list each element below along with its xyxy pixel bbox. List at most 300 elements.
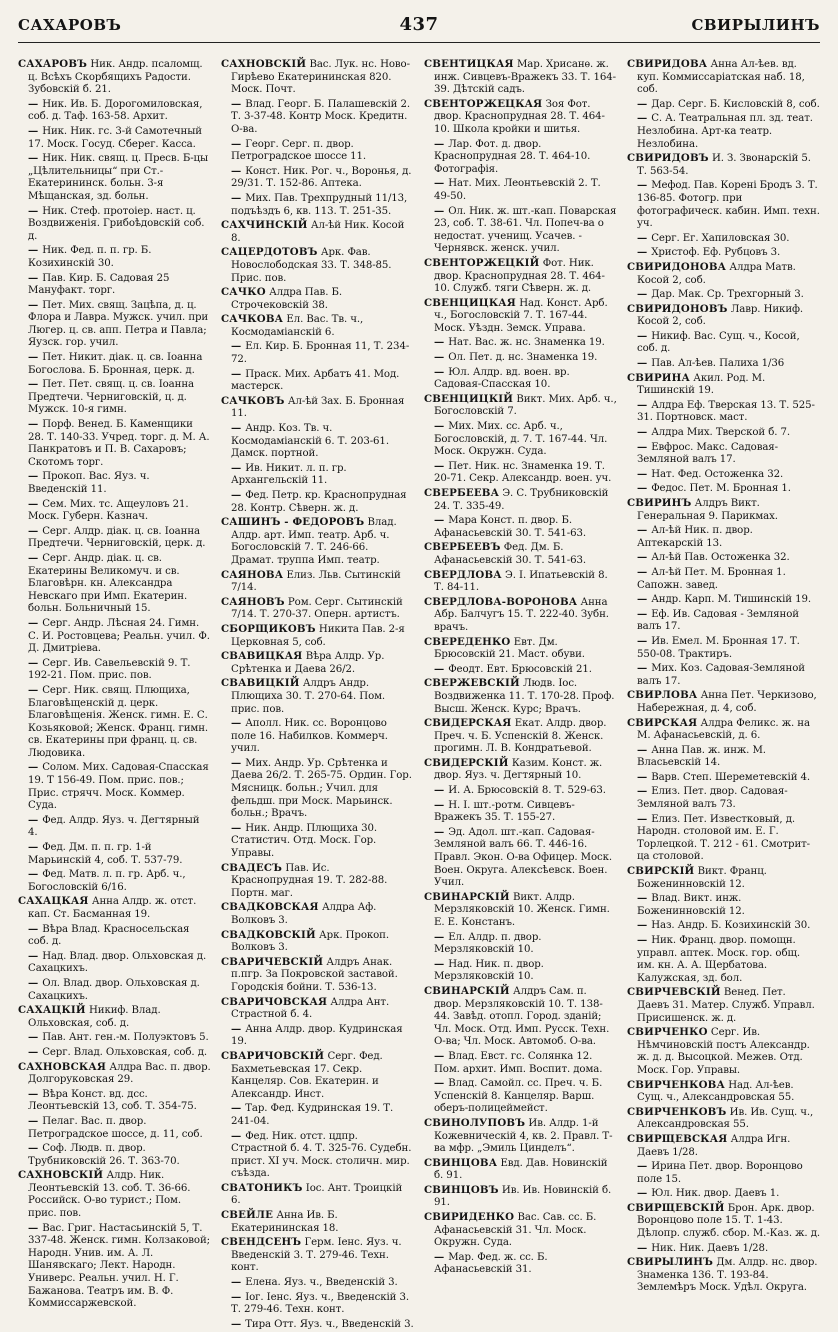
entry-text: Алдра Ант. Страстной б. 4. [231,996,390,1021]
ditto-dash: — [28,124,39,137]
entry-text: Ник. Ник. гс. 3-й Самотечный 17. Моск. Госуд. Сберег. Касса. [28,125,202,150]
directory-subentry [627,288,820,302]
surname: САХАЦКІЙ [18,1004,86,1017]
directory-subentry [627,357,820,371]
ditto-dash: — [434,957,445,970]
surname: СВИНОЛУПОВЪ [424,1116,526,1129]
ditto-dash: — [28,922,39,935]
entry-text: Нат. Фед. Остоженка 32. [651,468,784,480]
entry-text: Дар. Мак. Ср. Трехгорный 3. [651,289,804,301]
entry-text: Э. І. Ипатьевскій 8. Т. 84-11. [434,569,608,594]
entry-text: Евт. Дм. Брюсовскій 21. Маст. обуви. [434,636,585,661]
entry-text: Елена. Яуз. ч., Введенскій 3. [245,1277,398,1289]
entry-text: Серг. Андр. діак. ц. св. Екатерины Великомуч. и св. Благовѣрн. кн. Александра Невскаго при Имп. Екатерин. больн. Больничный 15. [28,552,188,615]
directory-subentry [221,1291,414,1317]
surname: СВИРИДОНОВА [627,260,727,273]
ditto-dash: — [637,934,648,946]
surname: САШИНЪ - ФЕДОРОВЪ [221,516,365,529]
directory-subentry [627,330,820,356]
entry-text: Дм. Алдр. нс. двор. Знаменка 136. Т. 193-84. Землемѣръ Моск. Удѣл. Округа. [637,1257,818,1294]
directory-entry [221,596,414,622]
entry-text: Ол. Влад. двор. Ольховская д. Сахацкихъ. [28,977,200,1002]
entry-text: Екат. Алдр. двор. Преч. ч. Б. Успенскій 8. Женск. прогимн. Л. В. Кондратьевой. [434,718,607,755]
directory-entry [221,286,414,312]
entry-text: Фед. Алдр. Яуз. ч. Дегтярный 4. [28,814,200,839]
directory-entry [424,636,617,662]
ditto-dash: — [28,97,39,110]
surname: САХНОВСКАЯ [18,1060,107,1073]
entry-text: Алдра Аф. Волковъ 3. [231,902,377,926]
entry-text: Герм. Іенс. Яуз. ч. Введенскій 3. Т. 279-46. Техн. конт. [231,1237,402,1274]
entry-text: Федос. Пет. М. Бронная 1. [651,483,791,495]
entry-text: Влад. Самойл. сс. Преч. ч. Б. Успенскій 8. Канцеляр. Варш. оберъ-полицеймейст. [434,1078,603,1115]
entry-text: Пелаг. Вас. п. двор. Петроградское шоссе, д. 11, соб. [28,1115,203,1140]
directory-subentry [18,657,211,683]
entry-text: Серг. Ив. Савельевскій 9. Т. 192-21. Пом. прис. пов. [28,657,191,682]
entry-text: Христоф. Еф. Рубцовъ 3. [651,247,781,259]
entry-text: Мефод. Пав. Корені Бродъ 3. Т. 136-85. Фотогр. при фотографическ. кабин. Имп. техн. уч. [637,180,820,230]
directory-entry [627,372,820,398]
entry-text: Алдра Игн. Даевъ 1/28. [637,1133,791,1158]
directory-subentry [627,593,820,607]
entry-text: Сем. Мих. тс. Ащеуловъ 21. Моск. Губерн. Казнач. [28,498,189,523]
entry-text: Анна Ал-ѣев. вд. куп. Коммиссаріатская наб. 18, соб. [637,59,805,96]
ditto-dash: — [231,367,242,380]
directory-subentry [221,717,414,756]
ditto-dash: — [434,351,445,364]
page-number: 437 [399,14,439,35]
surname: СВИДЕРСКАЯ [424,717,512,730]
directory-subentry [627,426,820,440]
directory-columns [18,58,821,1330]
entry-text: Анна Алдр. двор. Кудринская 19. [231,1023,403,1048]
directory-entry [18,1004,211,1030]
directory-entry [627,1026,820,1077]
entry-text: Никита Пав. 2-я Церковная 5, соб. [231,623,405,648]
ditto-dash: — [637,812,648,825]
surname: СВИНАРСКІЙ [424,890,510,903]
entry-text: Ник. Ник. Даевъ 1/28. [651,1242,769,1254]
directory-entry [627,261,820,287]
directory-entry [18,895,211,921]
directory-entry [627,152,820,178]
directory-subentry [18,98,211,124]
surname: СВАВИЦКІЙ [221,677,300,690]
directory-entry [221,58,414,97]
entry-text: Ник. Андр. Плющиха 30. Статистич. Отд. Моск. Гор. Управы. [231,822,378,860]
directory-entry [221,996,414,1022]
ditto-dash: — [434,825,445,838]
entry-text: Вас. Сав. сс. Б. Афанасьевскій 31. Чл. Моск. Окружн. Суда. [434,1212,597,1249]
ditto-dash: — [28,976,39,989]
ditto-dash: — [637,231,648,244]
directory-subentry [627,635,820,661]
directory-entry [221,1209,414,1235]
ditto-dash: — [637,785,648,798]
directory-entry [627,1079,820,1105]
entry-text: Зоя Фот. двор. Краснопрудная 28. Т. 464-10. Школа кройки и шитья. [434,98,605,135]
directory-entry [221,677,414,716]
directory-subentry [424,931,617,957]
ditto-dash: — [637,892,648,905]
entry-text: Ник. Фед. п. п. гр. Б. Козихинскій 30. [28,245,152,269]
entry-text: Пав. Кир. Б. Садовая 25 Мануфакт. торг. [28,272,170,297]
entry-text: Ив. Ив. Новинскій б. 91. [434,1184,612,1209]
surname: СВАРИЧЕВСКІЙ [221,955,324,968]
entry-text: Пет. Мих. свящ. Зацѣпа, д. ц. Флора и Лавра. Мужск. учил. при Люгер. ц. св. апп. Петра и Павла; Яузск. гор. учил. [28,299,209,349]
directory-entry [627,689,820,715]
ditto-dash: — [28,1221,39,1234]
directory-subentry [424,177,617,203]
directory-subentry [18,125,211,151]
ditto-dash: — [434,459,445,472]
directory-subentry [627,1160,820,1186]
surname: СВЕРБЕЕВЪ [424,541,501,554]
entry-text: Э. С. Трубниковскій 24. Т. 335-49. [434,488,609,512]
directory-subentry [221,165,414,191]
directory-subentry [627,1187,820,1201]
entry-text: Викт. Мих. Арб. ч., Богословскій 7. [434,393,617,418]
ditto-dash: — [231,1290,242,1303]
surname: СВИНЦОВА [424,1156,498,1169]
entry-text: Вас. Григ. Настасьинскій 5, Т. 337-48. Женск. гимн. Колзаковой; Народн. Унив. им. А. Л. Шанявскаго; Лект. Народн. Универс. Реальн. учил. Н. Г. Бажанова. Театръ им. В. Ф. Коммиссаржевской. [28,1222,210,1310]
surname: СБОРЩИКОВЪ [221,622,316,635]
surname: СВИРСКІЙ [627,865,695,878]
surname: СВЕРЕДЕНКО [424,635,511,648]
ditto-dash: — [434,514,445,527]
directory-subentry [221,822,414,861]
directory-entry [221,1050,414,1101]
entry-text: Алдръ Викт. Генеральная 9. Парикмах. [637,498,778,522]
directory-entry [221,901,414,927]
directory-entry [627,497,820,523]
surname: СВИРЫЛИНЪ [627,1256,714,1269]
ditto-dash: — [28,298,39,311]
entry-text: Фот. Ник. двор. Краснопрудная 28. Т. 464-10. Служб. тяги Сѣверн. ж. д. [434,257,605,295]
ditto-dash: — [28,271,39,284]
ditto-dash: — [231,340,242,353]
directory-column [424,58,617,1332]
ditto-dash: — [434,336,445,349]
entry-text: Людв. Іос. Воздвиженка 11. Т. 170-28. Проф. Высш. Женск. Курс; Врачъ. [434,678,615,715]
ditto-dash: — [637,1241,648,1254]
entry-text: Анна Пав. ж. инж. М. Власьевскій 14. [637,744,766,769]
directory-entry [221,862,414,901]
entry-text: Алдръ Андр. Плющиха 30. Т. 270-64. Пом. прис. пов. [231,678,386,715]
entry-text: Ив. Алдр. 1-й Кожевническій 4, кв. 2. Правл. Т-ва мфр. „Эмиль Цинделъ“. [434,1117,613,1155]
entry-text: Над. Ал-ѣев. Сущ. ч., Александровская 55. [637,1079,795,1104]
directory-subentry [18,378,211,417]
entry-text: Никиф. Вас. Сущ. ч., Косой, соб. д. [637,330,800,355]
directory-subentry [221,98,414,137]
directory-entry [18,1169,211,1220]
entry-text: Аполл. Ник. сс. Воронцово поле 16. Набилков. Коммерч. учил. [231,718,388,755]
surname: СВАДКОВСКАЯ [221,901,319,914]
entry-text: Лавр. Никиф. Косой 2, соб. [637,303,804,328]
surname: СВИРИДОВЪ [627,152,709,165]
entry-text: Мар. Хрисанѳ. ж. инж. Сивцевъ-Вражекъ 33. Т. 164-39. Дѣтскій садъ. [434,59,616,96]
surname: СВИРИДОВА [627,58,708,70]
ditto-dash: — [28,813,39,826]
surname: СВАВИЦКАЯ [221,650,303,663]
surname: САХНОВСКІЙ [18,1169,104,1182]
directory-entry [424,393,617,419]
entry-text: Казим. Конст. ж. двор. Яуз. ч. Дегтярный 10. [434,757,603,782]
directory-subentry [627,232,820,246]
ditto-dash: — [637,1187,648,1200]
surname: САЧКО [221,286,266,299]
directory-subentry [627,246,820,260]
ditto-dash: — [434,420,445,433]
directory-entry [221,623,414,649]
surname: СВЕРБЕЕВА [424,487,500,499]
entry-text: Анна Ив. Б. Екатерининская 18. [231,1210,339,1234]
surname: СВИРЧЕНКОВЪ [627,1105,727,1118]
directory-column [221,58,414,1332]
entry-text: Мих. Коз. Садовая-Земляной валъ 17. [637,663,805,687]
ditto-dash: — [434,177,445,190]
directory-entry [424,891,617,930]
entry-text: Евд. Дав. Новинскій б. 91. [434,1157,608,1182]
directory-subentry [627,892,820,918]
surname: САЯНОВА [221,568,284,581]
directory-subentry [18,617,211,656]
entry-text: Ал-ѣй Зах. Б. Бронная 11. [231,395,405,420]
entry-text: Ел. Кир. Б. Бронная 11, Т. 234-72. [231,341,410,366]
ditto-dash: — [231,422,242,435]
surname: СВИРЩЕВСКІЙ [627,1201,725,1214]
entry-text: Серг. Ник. свящ. Плющиха, Благовѣщенскій д. церк. Благовѣщенія. Женск. гимн. Е. С. Козьяковой; Женск. Франц. гимн. св. Екатерины при франц. ц. св. Людовика. [28,684,209,759]
entry-text: Вас. Лук. нс. Ново-Гирѣево Екатерининская 820. Моск. Почт. [231,59,410,96]
entry-text: Еф. Ив. Садовая - Земляной валъ 17. [637,608,799,633]
directory-entry [424,58,617,97]
entry-text: Ник. Андр. псаломщ. ц. Всѣхъ Скорбящихъ Радости. Зубовскій б. 21. [28,59,203,96]
ditto-dash: — [637,467,648,480]
directory-entry [424,297,617,336]
entry-text: Мар. Фед. ж. сс. Б. Афанасьевскій 31. [434,1251,548,1276]
ditto-dash: — [434,137,445,150]
directory-subentry [627,551,820,565]
directory-subentry [424,514,617,540]
directory-subentry [221,462,414,488]
directory-entry [221,1182,414,1208]
ditto-dash: — [637,112,648,125]
entry-text: Алдр. Ник. Леонтьевскій 13. соб. Т. 36-66. Российск. О-во турист.; Пом. прис. пов. [28,1170,191,1220]
entry-text: Андр. Коз. Тв. ч. Космодамiанскій 6. Т. 203-61. Дамск. портной. [231,423,389,460]
ditto-dash: — [231,1022,242,1035]
surname: САЯНОВЪ [221,595,285,608]
directory-entry [221,929,414,955]
directory-subentry [424,351,617,365]
entry-text: Іос. Ант. Троицкій 6. [231,1182,403,1207]
ditto-dash: — [637,440,648,453]
entry-text: Пав. Ис. Краснопрудная 19. Т. 282-88. Портн. маг. [231,862,388,899]
ditto-dash: — [637,607,648,620]
entry-text: Анна Абр. Балчугъ 15. Т. 222-40. Зубн. врачъ. [434,596,609,633]
ditto-dash: — [28,524,39,537]
directory-entry [627,58,820,97]
directory-subentry [424,784,617,798]
ditto-dash: — [637,662,648,675]
entry-text: Юл. Ник. двор. Даевъ 1. [651,1188,780,1200]
directory-entry [627,865,820,891]
surname: САЧКОВА [221,313,284,326]
entry-text: Пав. Ант. ген.-м. Полуэктовъ 5. [42,1032,209,1044]
surname: СВЕНЦИЦКІЙ [424,392,514,405]
directory-entry [221,219,414,245]
entry-text: Фед. Ник. отст. цдпр. Страстной б. 4. Т. 325-76. Судебн. прист. XI уч. Моск. столичн. мир. съѣзда. [231,1130,412,1180]
ditto-dash: — [637,743,648,756]
entry-text: С. А. Театральная пл. зд. теат. Незлобина. Арт-ка театр. Незлобина. [637,113,813,150]
directory-subentry [221,489,414,515]
entry-text: Вѣра Конст. вд. дсс. Леонтьевскій 13, соб. Т. 354-75. [28,1088,197,1113]
surname: САХАРОВЪ [18,58,88,70]
ditto-dash: — [637,329,648,342]
ditto-dash: — [28,1045,39,1058]
ditto-dash: — [637,1160,648,1173]
directory-entry [424,1184,617,1210]
entry-text: Порф. Венед. Б. Каменщики 28. Т. 140-33. Учред. торг. д. М. А. Панкратовъ и П. В. Сахаровъ; Скотомъ торг. [28,419,210,468]
directory-subentry [627,399,820,425]
surname: СВИНАРСКІЙ [424,984,510,997]
entry-text: Лар. Фот. д. двор. Краснопрудная 28. Т. 464-10. Фотографія. [434,138,591,175]
entry-text: Алдра Феликс. ж. на М. Афанасьевскій, д. 6. [637,717,810,742]
entry-text: Андр. Карп. М. Тишинскій 19. [651,594,812,606]
surname: СВИРИДЕНКО [424,1211,515,1224]
directory-subentry [424,663,617,677]
directory-subentry [18,841,211,867]
directory-entry [424,677,617,716]
directory-subentry [18,814,211,840]
entry-text: Алдръ Сам. п. двор. Мерзляковскій 10. Т. 138-44. Завѣд. отопл. Город. зданій; Чл. Моск. Отд. Имп. Русск. Техн. О-ва; Чл. Моск. Автомоб. О-ва. [434,985,610,1048]
directory-entry [221,956,414,995]
entry-text: Брон. Арк. двор. Воронцово поле 15. Т. 1-43. Дѣлопр. служб. сбор. М.-Каз. ж. д. [637,1202,821,1240]
directory-entry [424,1157,617,1183]
ditto-dash: — [637,288,648,301]
directory-subentry [627,919,820,933]
entry-text: Пет. Ник. нс. Знаменка 19. Т. 20-71. Секр. Александр. воен. уч. [434,460,612,485]
directory-entry [221,569,414,595]
ditto-dash: — [434,784,445,797]
entry-text: Анна Алдр. ж. отст. кап. Ст. Басманная 19. [28,896,197,920]
entry-text: Серг. Андр. Лѣсная 24. Гимн. С. И. Ростовцева; Реальн. учил. Ф. Д. Дмитріева. [28,617,210,655]
directory-entry [627,1106,820,1132]
surname: СВАДКОВСКІЙ [221,928,316,941]
entry-text: Ал-ѣй Пет. М. Бронная 1. Сапожн. завед. [637,566,786,591]
surname: САЧКОВЪ [221,394,285,407]
directory-subentry [627,179,820,230]
directory-subentry [18,205,211,244]
ditto-dash: — [28,351,39,364]
ditto-dash: — [231,191,242,204]
entry-text: Мара Конст. п. двор. Б. Афанасьевскій 30. Т. 541-63. [434,515,587,539]
directory-subentry [221,1023,414,1049]
ditto-dash: — [231,821,242,834]
entry-text: Фед. Дм. Б. Афанасьевскій 30. Т. 541-63. [434,542,587,566]
directory-entry [424,985,617,1049]
directory-entry [424,757,617,783]
entry-text: Венед. Пет. Даевъ 31. Матер. Служб. Управл. Присишенск. ж. д. [637,987,815,1024]
entry-text: Елиз. Льв. Сытинскій 7/14. [231,569,401,594]
directory-subentry [18,299,211,350]
entry-text: Эд. Адол. шт.-кап. Садовая-Земляной валъ 66. Т. 446-16. Правл. Экон. О-ва Офицер. Моск. Воен. Округа. Алексѣевск. Воен. Учил. [434,826,613,889]
ditto-dash: — [637,426,648,439]
ditto-dash: — [637,246,648,259]
ditto-dash: — [28,656,39,669]
directory-entry [627,1202,820,1241]
entry-text: Викт. Франц. Боженинновскій 12. [637,866,767,890]
entry-text: Викт. Алдр. Мерзляковскій 10. Женск. Гимн. Е. Е. Констанъ. [434,891,610,928]
ditto-dash: — [637,551,648,564]
entry-text: Георг. Серг. п. двор. Петроградское шоссе 11. [231,138,367,163]
entry-text: Вѣра Влад. Красносельская соб. д. [28,923,190,948]
entry-text: Арк. Фав. Новослободская 33. Т. 348-85. Прис. пов. [231,247,392,284]
surname: СВЕНЦИЦКАЯ [424,296,516,309]
ditto-dash: — [231,756,242,769]
entry-text: Ник. Стеф. протоіер. наст. ц. Воздвиженія. Грибоѣдовскій соб. д. [28,205,205,242]
directory-entry [424,717,617,756]
ditto-dash: — [28,418,39,431]
entry-text: Прокоп. Вас. Яуз. ч. Введенскій 11. [28,471,150,495]
entry-text: Н. І. шт.-ротм. Сивцевъ-Вражекъ 35. Т. 155-27. [434,799,575,824]
directory-subentry [18,1222,211,1311]
directory-subentry [18,552,211,616]
ditto-dash: — [28,378,39,391]
surname: СВАРИЧОВСКАЯ [221,995,328,1008]
ditto-dash: — [231,717,242,730]
directory-entry [627,303,820,329]
directory-subentry [627,566,820,592]
ditto-dash: — [637,524,648,537]
entry-text: Фед. Матв. л. п. гр. Арб. ч., Богословскій 6/16. [28,869,186,893]
entry-text: Тира Отт. Яуз. ч., Введенскій 3. [245,1318,414,1330]
entry-text: Феодт. Евт. Брюсовскій 21. [448,663,592,675]
directory-subentry [627,482,820,496]
entry-text: Ирина Пет. двор. Воронцово поле 15. [637,1161,803,1185]
directory-subentry [18,152,211,203]
directory-subentry [627,813,820,864]
entry-text: Акил. Род. М. Тишинскій 19. [637,372,766,397]
entry-text: Евфрос. Макс. Садовая-Земляной валъ 17. [637,441,778,466]
directory-entry [221,516,414,567]
surname: СВЕНДСЕНЪ [221,1236,302,1249]
ditto-dash: — [28,497,39,510]
entry-text: Дар. Серг. Б. Кисловскій 8, соб. [651,98,820,110]
directory-subentry [18,1046,211,1060]
ditto-dash: — [434,662,445,675]
directory-subentry [221,192,414,218]
entry-text: И. А. Брюсовскій 8. Т. 529-63. [448,785,606,797]
directory-subentry [627,934,820,985]
directory-subentry [627,112,820,151]
surname: СВИРИНА [627,371,690,384]
directory-subentry [424,1050,617,1076]
surname: СВИРЧЕНКО [627,1026,708,1039]
entry-text: Алдра Матв. Косой 2, соб. [637,261,796,286]
surname: САЦЕРДОТОВЪ [221,246,318,259]
entry-text: Алдра Мих. Тверской б. 7. [651,427,791,439]
entry-text: Влад. Георг. Б. Палашевскій 2. Т. 3-37-48. Контр Моск. Кредитн. О-ва. [231,98,410,135]
directory-entry [424,98,617,137]
entry-text: Алдра Вас. п. двор. Долгоруковская 29. [28,1061,211,1086]
entry-text: Ал-ѣй Пав. Остоженка 32. [651,552,790,564]
entry-text: Ник. Ник. свящ. ц. Пресв. Б-цы „Цѣлительницы“ при Ст.-Екатерининск. больн. 3-я Мѣщанская, зд. больн. [28,153,209,202]
entry-text: Варв. Степ. Шереметевскій 4. [651,771,811,783]
entry-text: Нат. Мих. Леонтьевскій 2. Т. 49-50. [434,178,601,202]
directory-entry [221,313,414,339]
directory-subentry [18,498,211,524]
entry-text: Ник. Франц. двор. помощн. управл. аптек. Моск. гор. общ. им. кн. А. А. Щербатова. Калужская, зд. бол. [637,935,800,984]
